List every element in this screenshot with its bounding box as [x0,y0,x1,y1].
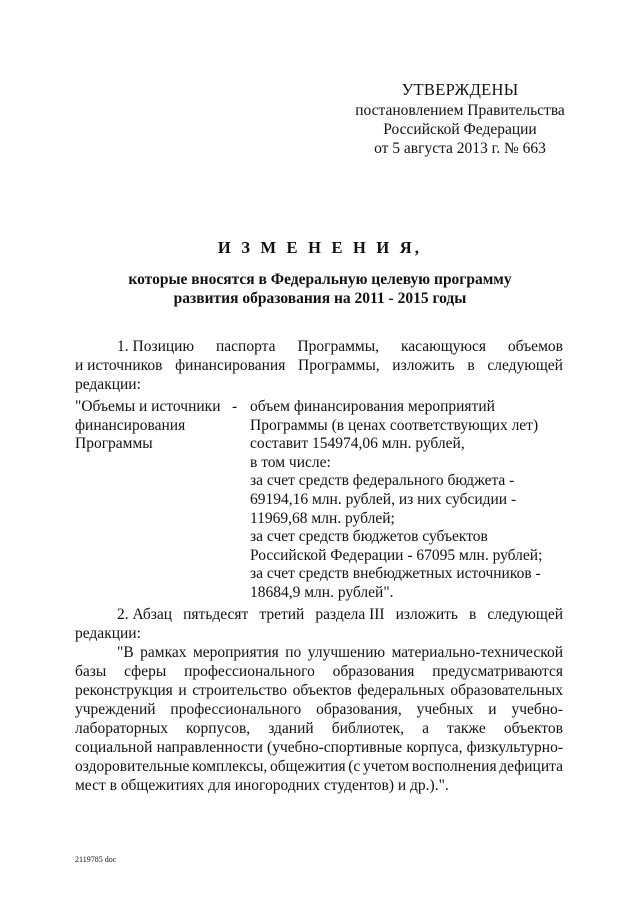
passport-right-line: за счет средств внебюджетных источников - [250,565,541,583]
quote-line-3 [75,681,563,700]
word: и источников [75,357,163,374]
item-2-line-2: редакции: [75,625,141,642]
word: Программы, [298,357,380,374]
word: материально-технической [391,644,563,661]
word: раздела III [315,606,385,623]
passport-right-line: за счет средств бюджетов субъектов [250,528,488,546]
word: объектов [503,720,563,737]
word: (учебно-спортивные [267,739,403,756]
word: предусматриваются [432,663,563,680]
word: образовательных [450,682,563,699]
word: профессионального [170,701,302,718]
word: корпусов, [186,720,251,737]
passport-right-line: Программы (в ценах соответствующих лет) [250,416,539,434]
word: Программы, [297,338,380,355]
word: касающуюся [400,338,486,355]
word: оздоровительные [75,758,190,775]
passport-right-line: 18684,9 млн. рублей". [250,583,394,601]
word: 1. Позицию [117,338,195,355]
word: мероприятия [192,644,279,661]
word: объектов [292,682,352,699]
passport-left-line: финансирования [75,416,186,434]
file-footer: 2119785 doc [75,855,117,864]
word: восполнения [411,758,497,775]
word: следующей [487,606,563,623]
approval-line-3: от 5 августа 2013 г. № 663 [374,140,546,157]
word: социальной [75,739,153,756]
word: сферы [124,663,167,680]
quote-line-8: мест в общежитиях для иногородних студентов) и др.).". [75,777,449,794]
word: "В [117,644,134,661]
word: зданий [268,720,314,737]
approval-line-1: постановлением Правительства [355,102,565,119]
quote-line-2 [75,662,563,681]
word: по [285,644,302,661]
word: третий [259,606,305,623]
quote-line-4 [75,700,563,719]
word: корпуса, [406,739,463,756]
passport-right-line: объем финансирования мероприятий [250,398,495,415]
passport-left-line: Программы [75,435,153,453]
word: учебно- [511,701,563,718]
word: 2. Абзац [117,606,173,623]
quote-line-7 [75,757,563,776]
passport-right-line: 11969,68 млн. рублей; [250,509,395,527]
item-1-line-3: редакции: [75,376,141,393]
word: учебных [416,701,474,718]
word: строительство [192,682,288,699]
word: следующей [487,357,563,374]
item-1-line-2 [75,356,563,375]
quote-line-1 [75,643,563,662]
item-2-paragraph [75,605,563,643]
passport-left-line: "Объемы и источники [75,398,221,415]
word: (с [348,758,361,775]
item-1-line-1 [75,337,563,356]
word: паспорта [215,338,276,355]
quote-line-6 [75,738,563,757]
approval-stamp [330,80,590,158]
word: учреждений [75,701,156,718]
passport-table-right-column [250,398,565,603]
approval-heading: УТВЕРЖДЕНЫ [401,80,519,99]
word: объемов [507,338,563,355]
item-2-line-1 [75,605,563,624]
word: физкультурно- [466,739,563,756]
passport-right-line: 69194,16 млн. рублей, из них субсидии - [250,490,517,508]
passport-table-dash: - [232,398,238,415]
word: общежития [269,758,346,775]
word: дефицита [499,758,563,775]
passport-right-line: за счет средств федерального бюджета - [250,472,515,490]
word: а [422,720,429,737]
word: также [447,720,486,737]
word: и [178,682,187,699]
word: библиотек, [331,720,405,737]
word: в [467,357,475,374]
word: федеральных [357,682,445,699]
passport-right-line: составит 154974,06 млн. рублей, [250,435,465,453]
title-sub-line-1: которые вносятся в Федеральную целевую программу [128,271,512,288]
word: в [469,606,477,623]
word: направленности [156,739,263,756]
word: пятьдесят [183,606,249,623]
word: лабораторных [75,720,169,737]
word: базы [75,663,107,680]
word: образования [332,663,415,680]
word: учетом [362,758,410,775]
quoted-paragraph [75,643,563,795]
item-1-paragraph [75,337,563,394]
approval-line-2: Российской Федерации [383,121,537,138]
word: рамках [140,644,187,661]
word: профессионального [184,663,315,680]
word: изложить [392,357,455,374]
passport-right-line: в том числе: [250,453,331,471]
title-main: И З М Е Н Е Н И Я, [217,238,423,257]
passport-table-left-column [75,398,238,454]
word: финансирования [175,357,286,374]
word: улучшению [307,644,386,661]
title-sub-line-2: развития образования на 2011 - 2015 годы [173,290,467,307]
word: изложить [395,606,458,623]
word: реконструкция [75,682,173,699]
quote-line-5 [75,719,563,738]
word: комплексы, [192,758,268,775]
passport-right-line: Российской Федерации - 67095 млн. рублей; [250,546,543,564]
word: образования, [316,701,402,718]
document-title [60,238,580,308]
word: и [488,701,497,718]
